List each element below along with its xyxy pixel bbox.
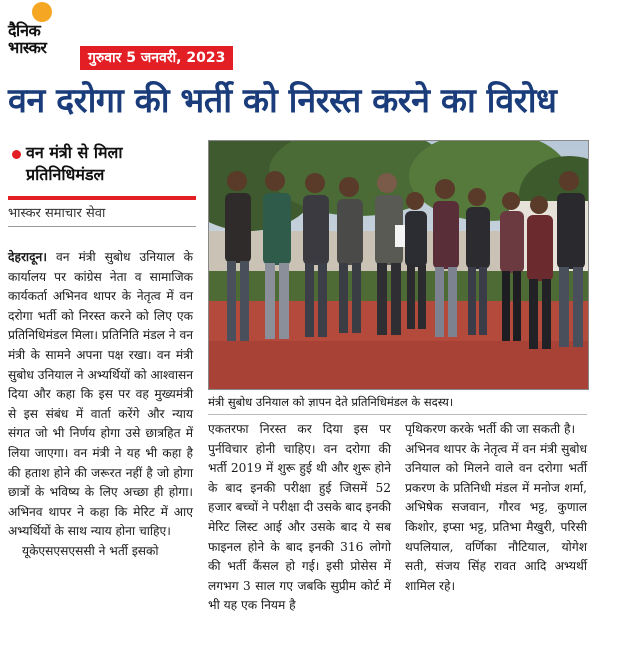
article-paragraph: पृथिकरण करके भर्ती की जा सकती है। [405, 422, 576, 436]
red-divider [8, 196, 196, 200]
dateline: देहरादून। [8, 250, 47, 264]
newspaper-logo [8, 22, 78, 56]
headline: वन दरोगा की भर्ती को निरस्त करने का विरोध [8, 81, 557, 121]
subheadline: वन मंत्री से मिला प्रतिनिधिमंडल [26, 143, 123, 184]
article-paragraph: यूकेएसएसएससी ने भर्ती इसको [22, 543, 159, 558]
logo-sun-icon [32, 2, 52, 22]
date-badge: गुरुवार 5 जनवरी, 2023 [80, 46, 233, 70]
photo-caption: मंत्री सुबोध उनियाल को ज्ञापन देते प्रतिनिधिमंडल के सदस्य। [208, 390, 587, 415]
article-paragraph [8, 248, 193, 542]
article-column-2 [208, 420, 391, 616]
bureau-credit: भास्कर समाचार सेवा [8, 206, 106, 221]
article-paragraph: अभिनव थापर के नेतृत्व में वन मंत्री सुबोध उनियाल को मिलने वाले वन दरोगा भर्ती प्रकरण के प्रतिनिधी मंडल में मनोज शर्मा, अभिषेक सजवान, गौरव भट्ट, कुणाल किशोर, इप्सा भट्ट, प्रतिभा मैखुरी, परिसी थपलियाल, वर्णिका नौटियाल, योगेश सती, संजय सिंह रावत आदि अभ्यर्थी शामिल रहे। [405, 441, 587, 593]
paragraph-text: वन मंत्री सुबोध उनियाल के कार्यालय पर कांग्रेस नेता व सामाजिक कार्यकर्ता अभिनव थापर के नेतृत्व में वन दरोगा भर्ती को निरस्त करने को लिए एक प्रतिनिधिमंडल मिला। प्रतिनिति मंडल ने वन मंत्री के सामने अपना पक्ष रखा। वन मंत्री सुबोध उनियाल ने अभ्यर्थियों को आश्वासन दिया और कहा कि इस पर वह मुख्यमंत्री से इस संबंध में वार्ता करेंगे और न्याय संगत जो भी निर्णय होगा उसे छात्रहित में लिया जाएगा। वन मंत्री ने यह भी कहा है की हताश होने की जरूरत नहीं है जो होगा छात्रों के भविष्य के लिए अच्छा ही होगा। अभिनव थापर ने कहा कि मेरिट में आए अभ्यर्थियों के साथ न्याय होना चाहिए। [8, 250, 193, 539]
article-paragraph: एकतरफा निरस्त कर दिया इस पर पुर्नविचार होनी चाहिए। वन दरोगा की भर्ती 2019 में शुरू हुई थी और शुरू होने के बाद इनकी परीक्षा हुई जिसमें 52 हजार बच्चों ने परीक्षा दी उसके बाद इनकी मेरिट लिस्ट आई और उसके बाद ये सब फाइनल होने के बाद इनकी 316 लोगो की भर्ती कैंसल हो गई। इसी प्रोसेस में लगभग 3 साल गए जबकि सुप्रीम कोर्ट में भी यह एक नियम है [208, 422, 391, 613]
logo-line2: भास्कर [8, 38, 47, 57]
group-photo [208, 140, 589, 390]
thin-divider [8, 226, 196, 227]
article-column-1 [8, 248, 193, 562]
logo-line1: दैनिक [8, 21, 41, 40]
article-column-3 [405, 420, 587, 596]
bullet-icon [12, 150, 21, 159]
